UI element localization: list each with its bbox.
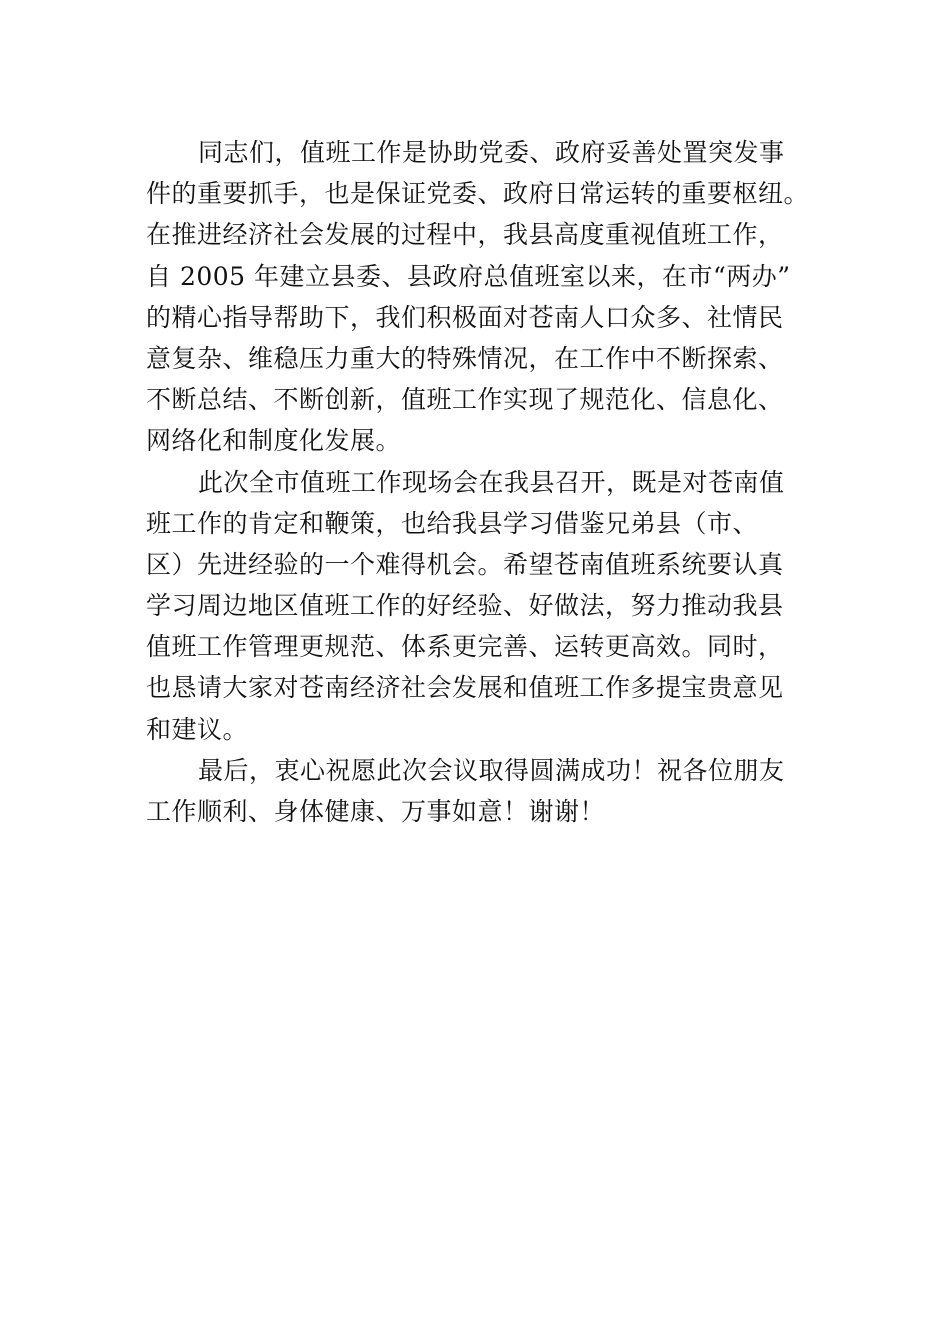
paragraph-line: 也恳请大家对苍南经济社会发展和值班工作多提宝贵意见 <box>146 673 784 703</box>
paragraph-line: 不断总结、不断创新，值班工作实现了规范化、信息化、 <box>146 385 784 415</box>
paragraph-line: 在推进经济社会发展的过程中，我县高度重视值班工作， <box>146 220 784 250</box>
paragraph-2 <box>146 462 806 750</box>
speech-body <box>146 132 810 832</box>
paragraph-line: 最后，衷心祝愿此次会议取得圆满成功！祝各位朋友 <box>198 755 785 785</box>
paragraph-3 <box>146 750 806 832</box>
paragraph-line: 自 2005 年建立县委、县政府总值班室以来，在市“两办” <box>146 261 791 291</box>
paragraph-line: 意复杂、维稳压力重大的特殊情况，在工作中不断探索、 <box>146 343 784 373</box>
paragraph-line: 和建议。 <box>146 714 249 744</box>
paragraph-line: 件的重要抓手，也是保证党委、政府日常运转的重要枢纽。 <box>146 179 810 209</box>
paragraph-line: 网络化和制度化发展。 <box>146 426 402 456</box>
paragraph-1 <box>146 132 810 462</box>
paragraph-line: 值班工作管理更规范、体系更完善、运转更高效。同时， <box>146 632 784 662</box>
paragraph-line: 的精心指导帮助下，我们积极面对苍南人口众多、社情民 <box>146 302 784 332</box>
paragraph-line: 同志们，值班工作是协助党委、政府妥善处置突发事 <box>198 138 785 167</box>
paragraph-line: 班工作的肯定和鞭策，也给我县学习借鉴兄弟县（市、 <box>146 508 759 538</box>
paragraph-line: 此次全市值班工作现场会在我县召开，既是对苍南值 <box>198 467 785 497</box>
paragraph-line: 工作顺利、身体健康、万事如意！谢谢！ <box>146 797 606 826</box>
paragraph-line: 学习周边地区值班工作的好经验、好做法，努力推动我县 <box>146 591 784 621</box>
paragraph-line: 区）先进经验的一个难得机会。希望苍南值班系统要认真 <box>146 549 784 579</box>
